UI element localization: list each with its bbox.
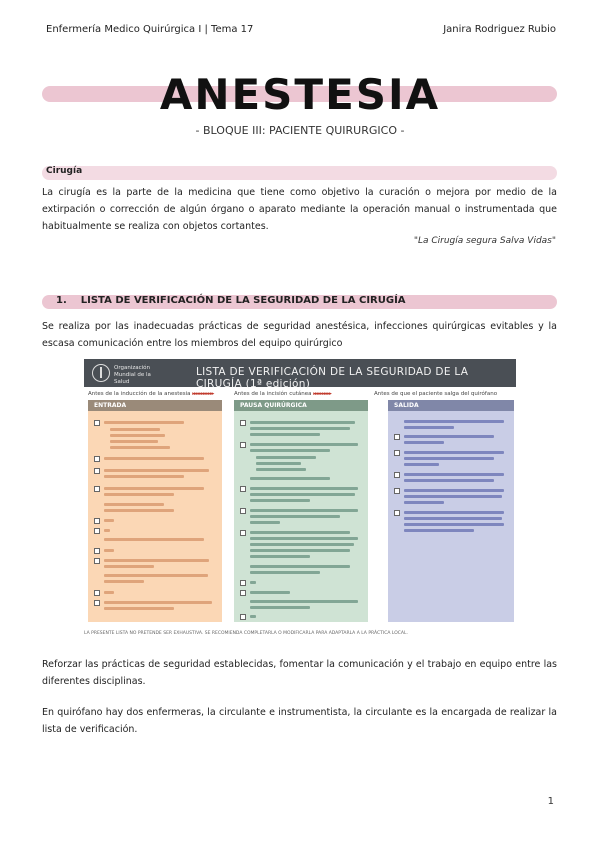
figure-title: LISTA DE VERIFICACIÓN DE LA SEGURIDAD DE LA CIRUGÍA (1ª edición): [196, 366, 469, 390]
column-salida: [388, 400, 514, 622]
section1-intro: Se realiza por las inadecuadas prácticas de seguridad anestésica, infecciones quirúrgicas evitables y la escasa comunicación entre los miembros del equipo quirúrgico: [42, 321, 557, 349]
cirugia-label: Cirugía: [46, 166, 83, 176]
figure-caption: LA PRESENTE LISTA NO PRETENDE SER EXHAUSTIVA. SE RECOMIENDA COMPLETARLA O MODIFICARLA PARA ADAPTARLA A LA PRÁCTICA LOCAL.: [84, 631, 408, 636]
column-pausa-quirurgica: [234, 400, 368, 622]
header-left: Enfermería Medico Quirúrgica I | Tema 17: [46, 24, 254, 35]
who-logo-icon: [92, 364, 110, 382]
phase-3: Antes de que el paciente salga del quirófano: [374, 391, 498, 397]
page-subtitle: - BLOQUE III: PACIENTE QUIRURGICO -: [195, 124, 405, 137]
column-entrada-header: ENTRADA: [88, 400, 222, 411]
phase-2: Antes de la incisión cutánea ▸▸▸▸▸▸▸▸▸▸: [234, 391, 331, 397]
who-org-name: Organización Mundial de la Salud: [114, 365, 151, 385]
cirugia-paragraph: La cirugía es la parte de la medicina que tiene como objetivo la curación o mejora por medio de la extirpación o corrección de algún órgano o aparato mediante la operación manual o instrumentada que habitualmente se realiza con objetos cortantes.: [42, 187, 557, 232]
column-entrada: [88, 400, 222, 622]
phase-1: Antes de la inducción de la anestesia ▸▸▸▸▸▸▸▸▸▸▸▸: [88, 391, 214, 397]
figure-header: [84, 359, 516, 390]
page-title: ANESTESIA: [159, 70, 441, 119]
page-number: 1: [547, 796, 554, 807]
header-right: Janira Rodriguez Rubio: [443, 24, 556, 35]
section1-title: LISTA DE VERIFICACIÓN DE LA SEGURIDAD DE LA CIRUGÍA: [80, 295, 406, 306]
paragraph-quirofano: En quirófano hay dos enfermeras, la circulante e instrumentista, la circulante es la encargada de realizar la lista de verificación.: [42, 707, 557, 735]
cirugia-highlight: [42, 166, 557, 180]
column-salida-header: SALIDA: [388, 400, 514, 411]
paragraph-reforzar: Reforzar las prácticas de seguridad establecidas, fomentar la comunicación y el trabajo en equipo entre las diferentes disciplinas.: [42, 659, 557, 687]
column-pausa-header: PAUSA QUIRÚRGICA: [234, 400, 368, 411]
section1-number: 1.: [56, 295, 67, 306]
section1-heading: [56, 295, 406, 306]
checklist-figure: [84, 359, 516, 626]
cirugia-quote: "La Cirugía segura Salva Vidas": [413, 236, 556, 246]
